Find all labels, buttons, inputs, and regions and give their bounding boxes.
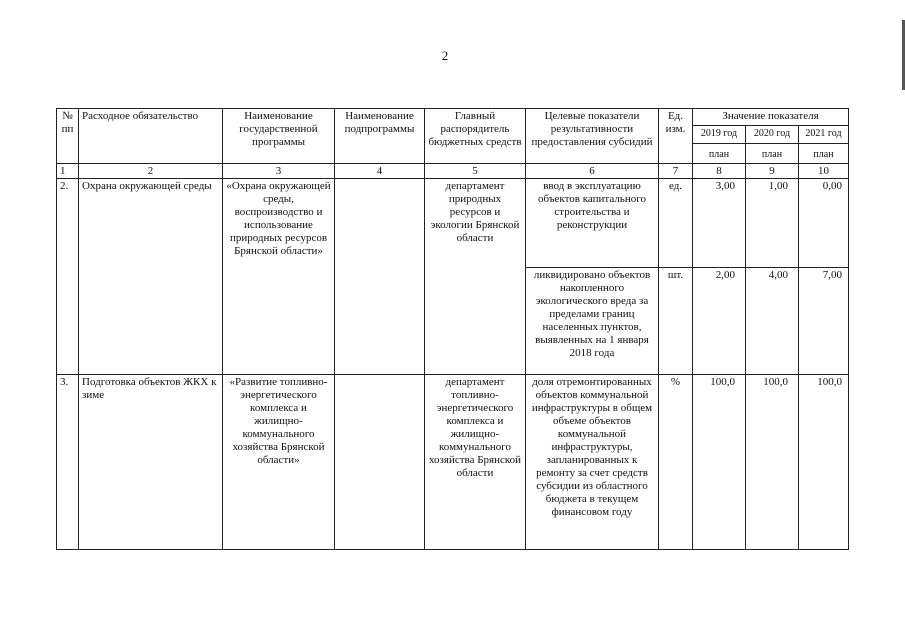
row-manager: департамент природных ресурсов и экологии Брянской области: [425, 179, 526, 375]
row-unit: ед.: [659, 179, 693, 268]
column-number: 4: [335, 164, 425, 179]
row-unit: %: [659, 375, 693, 550]
header-targets: Целевые показатели результативности предоставления субсидий: [526, 109, 659, 164]
header-plan-2019: план: [693, 143, 746, 164]
table-row: [57, 179, 849, 268]
row-value-2020: 1,00: [746, 179, 799, 268]
column-numbers-row: [57, 164, 849, 179]
row-subprogram: [335, 375, 425, 550]
row-value-2021: 100,0: [799, 375, 849, 550]
row-value-2019: 3,00: [693, 179, 746, 268]
header-unit: Ед. изм.: [659, 109, 693, 164]
row-obligation: Охрана окружающей среды: [79, 179, 223, 375]
row-value-2019: 2,00: [693, 268, 746, 375]
header-year-2020: 2020 год: [746, 126, 799, 143]
row-program: «Развитие топливно-энергетического комплекса и жилищно-коммунального хозяйства Брянской области»: [223, 375, 335, 550]
column-number: 9: [746, 164, 799, 179]
row-value-2020: 100,0: [746, 375, 799, 550]
row-manager: департамент топливно-энергетического комплекса и жилищно-коммунального хозяйства Брянской области: [425, 375, 526, 550]
row-subprogram: [335, 179, 425, 375]
row-value-2021: 7,00: [799, 268, 849, 375]
header-manager: Главный распорядитель бюджетных средств: [425, 109, 526, 164]
page-number: 2: [441, 48, 449, 63]
column-number: 8: [693, 164, 746, 179]
column-number: 10: [799, 164, 849, 179]
column-number: 2: [79, 164, 223, 179]
row-value-2020: 4,00: [746, 268, 799, 375]
row-indicator: ввод в эксплуатацию объектов капитального строительства и реконструкции: [526, 179, 659, 268]
row-num: 2.: [57, 179, 79, 375]
row-indicator: ликвидировано объектов накопленного экологического вреда за пределами границ населенных пунктов, выявленных на 1 января 2018 года: [526, 268, 659, 375]
header-plan-2020: план: [746, 143, 799, 164]
column-number: 6: [526, 164, 659, 179]
header-year-2021: 2021 год: [799, 126, 849, 143]
row-indicator: доля отремонтированных объектов коммунальной инфраструктуры в общем объеме объектов коммунальной инфраструктуры, запланированных к ремонту за счет средств субсидии из областного бюджета в текущем финансовом году: [526, 375, 659, 550]
header-value-group: Значение показателя: [693, 109, 849, 126]
column-number: 3: [223, 164, 335, 179]
table-row: [57, 375, 849, 550]
row-value-2021: 0,00: [799, 179, 849, 268]
header-subprogram: Наименование подпрограммы: [335, 109, 425, 164]
column-number: 7: [659, 164, 693, 179]
row-num: 3.: [57, 375, 79, 550]
header-num: № пп: [57, 109, 79, 164]
row-value-2019: 100,0: [693, 375, 746, 550]
column-number: 5: [425, 164, 526, 179]
header-program: Наименование государственной программы: [223, 109, 335, 164]
header-plan-2021: план: [799, 143, 849, 164]
header-row: [57, 109, 849, 126]
row-unit: шт.: [659, 268, 693, 375]
column-number: 1: [57, 164, 79, 179]
row-program: «Охрана окружающей среды, воспроизводство и использование природных ресурсов Брянской области»: [223, 179, 335, 375]
header-obligation: Расходное обязательство: [79, 109, 223, 164]
row-obligation: Подготовка объектов ЖКХ к зиме: [79, 375, 223, 550]
header-year-2019: 2019 год: [693, 126, 746, 143]
indicators-table: [56, 108, 849, 550]
